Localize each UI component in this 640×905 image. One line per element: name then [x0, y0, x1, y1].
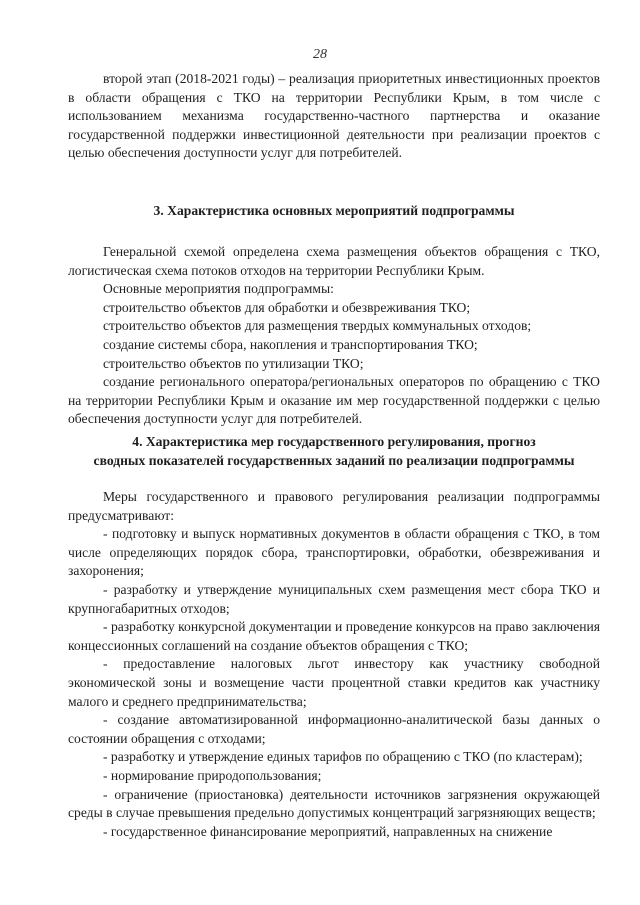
section4-heading-wrap: [68, 433, 600, 470]
section4-list-item: - разработку конкурсной документации и проведение конкурсов на право заключения концессионных соглашений на создание объектов обращения с ТКО;: [68, 619, 600, 653]
intro-paragraph: второй этап (2018-2021 годы) – реализация приоритетных инвестиционных проектов в области обращения с ТКО на территории Республики Крым, в том числе с использованием механизма государственно-частного партнерства и оказание государственной поддержки инвестиционной деятельности при реализации проектов с целью обеспечения доступности услуг для потребителей.: [68, 71, 600, 161]
section4-list-item: - разработку и утверждение единых тарифов по обращению с ТКО (по кластерам);: [103, 749, 583, 765]
section3-heading: 3. Характеристика основных мероприятий подпрограммы: [153, 203, 515, 218]
section4-paragraph: Меры государственного и правового регулирования реализации подпрограммы предусматривают:: [68, 489, 600, 523]
section3-paragraph: Основные мероприятия подпрограммы:: [103, 281, 334, 297]
section3-list-item: создание регионального оператора/региональных операторов по обращению с ТКО на территории Республики Крым и оказание им мер государственной поддержки с целью обеспечения доступности услуг для потребителей.: [68, 374, 600, 427]
page-number: 28: [313, 47, 327, 62]
section3-list-item: создание системы сбора, накопления и транспортирования ТКО;: [103, 336, 478, 352]
section4-list-item: - предоставление налоговых льгот инвестору как участнику свободной экономической зоны и возмещение части процентной ставки кредитов как участнику малого и среднего предпринимательства;: [68, 656, 600, 709]
section3-paragraph: Генеральной схемой определена схема размещения объектов обращения с ТКО, логистическая схема потоков отходов на территории Республики Крым.: [68, 244, 600, 278]
section4-list-item: - создание автоматизированной информационно-аналитической базы данных о состоянии обращения с отходами;: [68, 712, 600, 746]
section4-list-item: - подготовку и выпуск нормативных документов в области обращения с ТКО, в том числе определяющих порядок сбора, транспортировки, обработки, обезвреживания и захоронения;: [68, 526, 600, 579]
section4-list-item: - нормирование природопользования;: [103, 767, 322, 783]
section3-list-item: строительство объектов по утилизации ТКО;: [103, 355, 364, 371]
section4-list-item: - государственное финансирование мероприятий, направленных на снижение: [103, 823, 553, 839]
section3-list-item: строительство объектов для размещения твердых коммунальных отходов;: [103, 318, 532, 334]
intro-block: [68, 70, 600, 163]
section4-heading-line1: 4. Характеристика мер государственного регулирования, прогноз: [132, 434, 536, 449]
section4-body: [68, 488, 600, 841]
section3-heading-wrap: [68, 202, 600, 221]
section4-list-item: - разработку и утверждение муниципальных схем размещения мест сбора ТКО и крупногабаритных отходов;: [68, 581, 600, 616]
section4-list-item: - ограничение (приостановка) деятельности источников загрязнения окружающей среды в случае превышения предельно допустимых концентраций загрязняющих веществ;: [68, 786, 600, 821]
section4-heading-line2: сводных показателей государственных заданий по реализации подпрограммы: [93, 452, 575, 468]
section3-body: [68, 243, 600, 429]
section3-list-item: строительство объектов для обработки и обезвреживания ТКО;: [103, 299, 471, 315]
